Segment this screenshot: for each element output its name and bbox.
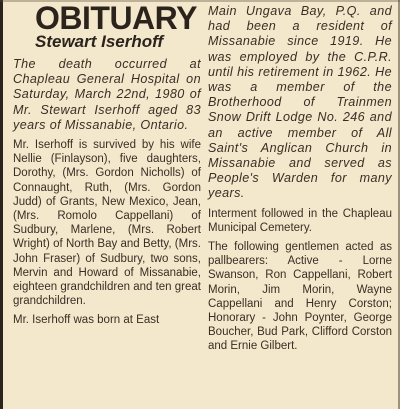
paragraph-death-notice: The death occurred at Chapleau General Hospital on Saturday, March 22nd, 1980 of Mr. Stewart Iserhoff aged 83 years of Missanabie, Ontario. <box>13 57 201 132</box>
paragraph-biography: Main Ungava Bay, P.Q. and had been a resident of Missanabie since 1919. He was employed by the C.P.R. until his retirement in 1962. He was a member of the Brotherhood of Trainmen Snow Drift Lodge No. 246 and an active member of All Saint's Anglican Church in Missanabie and served as People's Warden for many years. <box>208 4 392 201</box>
deceased-name: Stewart Iserhoff <box>35 32 164 51</box>
paragraph-interment: Interment followed in the Chapleau Municipal Cemetery. <box>208 207 392 234</box>
left-border-rule <box>0 0 3 409</box>
headline: OBITUARY <box>35 0 197 36</box>
right-column <box>208 0 392 359</box>
paragraph-pallbearers: The following gentlemen acted as pallbearers: Active - Lorne Swanson, Ron Cappellani, Robert Morin, Jim Morin, Wayne Cappellani and Henry Corston; Honorary - John Poynter, George Boucher, Bud Park, Clifford Corston and Ernie Gilbert. <box>208 241 392 353</box>
paragraph-birth-start: Mr. Iserhoff was born at East <box>13 314 160 327</box>
left-column <box>13 0 201 333</box>
paragraph-survivors: Mr. Iserhoff is survived by his wife Nellie (Finlayson), five daughters, Dorothy, (Mrs. Gordon Nicholls) of Connaught, Ruth, (Mrs. Gordon Judd) of Grants, New Mexico, Jean, (Mrs. Romolo Cappellani) of Sudbury, Marlene, (Mrs. Robert Wright) of North Bay and Betty, (Mrs. John Fraser) of Sudbury, two sons, Mervin and Howard of Missanabie, eighteen grandchildren and ten great grandchildren. <box>13 139 201 308</box>
